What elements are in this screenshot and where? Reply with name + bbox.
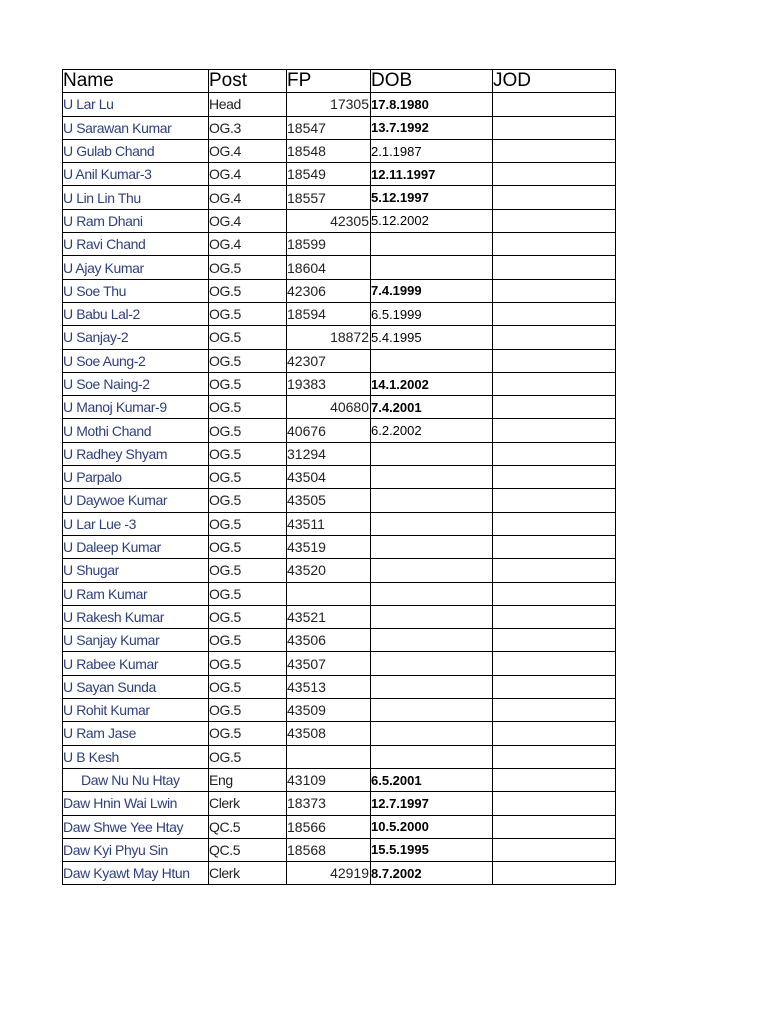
table-row [63, 582, 616, 605]
name-cell: U Babu Lal-2 [63, 302, 209, 325]
jod-cell [493, 233, 616, 256]
post-cell: OG.5 [209, 489, 287, 512]
name-cell: U Sarawan Kumar [63, 116, 209, 139]
dob-cell [371, 233, 493, 256]
post-cell: OG.3 [209, 116, 287, 139]
table-row [63, 489, 616, 512]
name-cell: U Lar Lue -3 [63, 512, 209, 535]
fp-cell: 18548 [287, 139, 371, 162]
name-cell: U Soe Thu [63, 279, 209, 302]
jod-cell [493, 139, 616, 162]
name-cell: U Rohit Kumar [63, 699, 209, 722]
fp-cell: 42306 [287, 279, 371, 302]
fp-cell: 40680 [287, 396, 371, 419]
post-cell: OG.5 [209, 372, 287, 395]
table-row [63, 116, 616, 139]
dob-cell [371, 652, 493, 675]
dob-cell: 6.5.2001 [371, 768, 493, 791]
fp-cell: 43504 [287, 466, 371, 489]
name-cell: U Lar Lu [63, 93, 209, 116]
name-cell: U Parpalo [63, 466, 209, 489]
table-row [63, 675, 616, 698]
dob-cell: 7.4.2001 [371, 396, 493, 419]
dob-cell [371, 582, 493, 605]
post-cell: OG.5 [209, 512, 287, 535]
dob-cell: 5.12.2002 [371, 209, 493, 232]
table-row [63, 629, 616, 652]
name-cell: U Sanjay Kumar [63, 629, 209, 652]
jod-cell [493, 559, 616, 582]
post-cell: OG.5 [209, 652, 287, 675]
table-row [63, 139, 616, 162]
dob-cell: 14.1.2002 [371, 372, 493, 395]
dob-cell: 13.7.1992 [371, 116, 493, 139]
fp-cell: 18547 [287, 116, 371, 139]
jod-cell [493, 605, 616, 628]
dob-cell [371, 489, 493, 512]
name-cell: U Ram Jase [63, 722, 209, 745]
fp-cell: 43511 [287, 512, 371, 535]
jod-cell [493, 535, 616, 558]
fp-cell: 18568 [287, 838, 371, 861]
fp-cell: 17305 [287, 93, 371, 116]
post-cell: QC.5 [209, 815, 287, 838]
jod-cell [493, 838, 616, 861]
post-cell: OG.5 [209, 722, 287, 745]
fp-cell: 18566 [287, 815, 371, 838]
header-fp: FP [287, 70, 371, 93]
table-row [63, 279, 616, 302]
table-row [63, 838, 616, 861]
jod-cell [493, 279, 616, 302]
jod-cell [493, 419, 616, 442]
fp-cell: 43508 [287, 722, 371, 745]
jod-cell [493, 512, 616, 535]
dob-cell: 6.5.1999 [371, 302, 493, 325]
post-cell: OG.5 [209, 302, 287, 325]
dob-cell [371, 629, 493, 652]
dob-cell: 12.11.1997 [371, 163, 493, 186]
header-jod: JOD [493, 70, 616, 93]
name-cell: U Rakesh Kumar [63, 605, 209, 628]
name-cell: U Soe Aung-2 [63, 349, 209, 372]
dob-cell [371, 699, 493, 722]
name-cell: U Ram Dhani [63, 209, 209, 232]
header-name: Name [63, 70, 209, 93]
post-cell: OG.5 [209, 256, 287, 279]
post-cell: OG.5 [209, 535, 287, 558]
table-row [63, 233, 616, 256]
jod-cell [493, 582, 616, 605]
table-row [63, 535, 616, 558]
jod-cell [493, 466, 616, 489]
dob-cell: 6.2.2002 [371, 419, 493, 442]
header-row [63, 70, 616, 93]
fp-cell: 43519 [287, 535, 371, 558]
dob-cell: 5.12.1997 [371, 186, 493, 209]
name-cell: Daw Hnin Wai Lwin [63, 792, 209, 815]
dob-cell: 2.1.1987 [371, 139, 493, 162]
post-cell: OG.4 [209, 163, 287, 186]
fp-cell: 43509 [287, 699, 371, 722]
dob-cell: 17.8.1980 [371, 93, 493, 116]
post-cell: Head [209, 93, 287, 116]
jod-cell [493, 302, 616, 325]
post-cell: OG.5 [209, 279, 287, 302]
dob-cell: 5.4.1995 [371, 326, 493, 349]
table-row [63, 326, 616, 349]
name-cell: Daw Shwe Yee Htay [63, 815, 209, 838]
fp-cell: 18373 [287, 792, 371, 815]
jod-cell [493, 209, 616, 232]
dob-cell: 8.7.2002 [371, 862, 493, 885]
jod-cell [493, 862, 616, 885]
dob-cell [371, 535, 493, 558]
jod-cell [493, 116, 616, 139]
table-row [63, 792, 616, 815]
dob-cell [371, 466, 493, 489]
fp-cell [287, 582, 371, 605]
table-row [63, 699, 616, 722]
name-cell: U Ajay Kumar [63, 256, 209, 279]
post-cell: OG.4 [209, 186, 287, 209]
fp-cell: 31294 [287, 442, 371, 465]
jod-cell [493, 442, 616, 465]
table-row [63, 349, 616, 372]
fp-cell: 42305 [287, 209, 371, 232]
post-cell: Clerk [209, 792, 287, 815]
table-row [63, 163, 616, 186]
fp-cell: 18549 [287, 163, 371, 186]
table-row [63, 442, 616, 465]
jod-cell [493, 163, 616, 186]
table-row [63, 396, 616, 419]
table-row [63, 302, 616, 325]
table-body [63, 93, 616, 885]
dob-cell [371, 605, 493, 628]
post-cell: OG.5 [209, 605, 287, 628]
dob-cell [371, 745, 493, 768]
table-row [63, 93, 616, 116]
post-cell: OG.4 [209, 139, 287, 162]
name-cell: U Radhey Shyam [63, 442, 209, 465]
fp-cell: 43520 [287, 559, 371, 582]
jod-cell [493, 349, 616, 372]
table-row [63, 722, 616, 745]
name-cell: Daw Kyi Phyu Sin [63, 838, 209, 861]
jod-cell [493, 256, 616, 279]
table-row [63, 768, 616, 791]
jod-cell [493, 768, 616, 791]
post-cell: OG.5 [209, 326, 287, 349]
post-cell: OG.5 [209, 442, 287, 465]
table-row [63, 372, 616, 395]
post-cell: OG.4 [209, 209, 287, 232]
table-row [63, 209, 616, 232]
jod-cell [493, 93, 616, 116]
dob-cell [371, 256, 493, 279]
post-cell: OG.5 [209, 699, 287, 722]
post-cell: OG.4 [209, 233, 287, 256]
name-cell: U Mothi Chand [63, 419, 209, 442]
dob-cell [371, 559, 493, 582]
table-row [63, 605, 616, 628]
dob-cell [371, 675, 493, 698]
post-cell: OG.5 [209, 675, 287, 698]
table-row [63, 512, 616, 535]
name-cell: U Shugar [63, 559, 209, 582]
name-cell: U Anil Kumar-3 [63, 163, 209, 186]
dob-cell: 10.5.2000 [371, 815, 493, 838]
jod-cell [493, 815, 616, 838]
fp-cell: 18599 [287, 233, 371, 256]
dob-cell [371, 349, 493, 372]
fp-cell: 43109 [287, 768, 371, 791]
table-row [63, 466, 616, 489]
dob-cell [371, 512, 493, 535]
table-row [63, 559, 616, 582]
post-cell: Clerk [209, 862, 287, 885]
staff-table [62, 69, 616, 885]
fp-cell: 18557 [287, 186, 371, 209]
post-cell: OG.5 [209, 396, 287, 419]
dob-cell [371, 722, 493, 745]
jod-cell [493, 652, 616, 675]
fp-cell: 43513 [287, 675, 371, 698]
post-cell: OG.5 [209, 466, 287, 489]
dob-cell: 12.7.1997 [371, 792, 493, 815]
table-row [63, 186, 616, 209]
fp-cell: 18594 [287, 302, 371, 325]
header-dob: DOB [371, 70, 493, 93]
post-cell: OG.5 [209, 559, 287, 582]
fp-cell: 19383 [287, 372, 371, 395]
table-row [63, 862, 616, 885]
post-cell: OG.5 [209, 582, 287, 605]
name-cell: U Ravi Chand [63, 233, 209, 256]
jod-cell [493, 372, 616, 395]
jod-cell [493, 675, 616, 698]
fp-cell [287, 745, 371, 768]
post-cell: OG.5 [209, 745, 287, 768]
name-cell: U Gulab Chand [63, 139, 209, 162]
jod-cell [493, 326, 616, 349]
jod-cell [493, 699, 616, 722]
dob-cell [371, 442, 493, 465]
fp-cell: 42919 [287, 862, 371, 885]
name-cell: U Sanjay-2 [63, 326, 209, 349]
fp-cell: 40676 [287, 419, 371, 442]
jod-cell [493, 489, 616, 512]
post-cell: Eng [209, 768, 287, 791]
dob-cell: 15.5.1995 [371, 838, 493, 861]
post-cell: OG.5 [209, 629, 287, 652]
name-cell: U Ram Kumar [63, 582, 209, 605]
name-cell: U Daywoe Kumar [63, 489, 209, 512]
jod-cell [493, 792, 616, 815]
dob-cell: 7.4.1999 [371, 279, 493, 302]
table-row [63, 652, 616, 675]
name-cell: U Rabee Kumar [63, 652, 209, 675]
fp-cell: 18604 [287, 256, 371, 279]
jod-cell [493, 186, 616, 209]
table-row [63, 256, 616, 279]
jod-cell [493, 722, 616, 745]
jod-cell [493, 629, 616, 652]
fp-cell: 43506 [287, 629, 371, 652]
table-row [63, 419, 616, 442]
fp-cell: 43521 [287, 605, 371, 628]
fp-cell: 43507 [287, 652, 371, 675]
name-cell: U Manoj Kumar-9 [63, 396, 209, 419]
name-cell: U Soe Naing-2 [63, 372, 209, 395]
fp-cell: 18872 [287, 326, 371, 349]
post-cell: OG.5 [209, 349, 287, 372]
post-cell: OG.5 [209, 419, 287, 442]
name-cell: U B Kesh [63, 745, 209, 768]
jod-cell [493, 396, 616, 419]
fp-cell: 42307 [287, 349, 371, 372]
name-cell: Daw Kyawt May Htun [63, 862, 209, 885]
name-cell: U Lin Lin Thu [63, 186, 209, 209]
name-cell: U Daleep Kumar [63, 535, 209, 558]
post-cell: QC.5 [209, 838, 287, 861]
table-row [63, 815, 616, 838]
fp-cell: 43505 [287, 489, 371, 512]
name-cell: U Sayan Sunda [63, 675, 209, 698]
table-row [63, 745, 616, 768]
name-cell: Daw Nu Nu Htay [63, 768, 209, 791]
header-post: Post [209, 70, 287, 93]
jod-cell [493, 745, 616, 768]
